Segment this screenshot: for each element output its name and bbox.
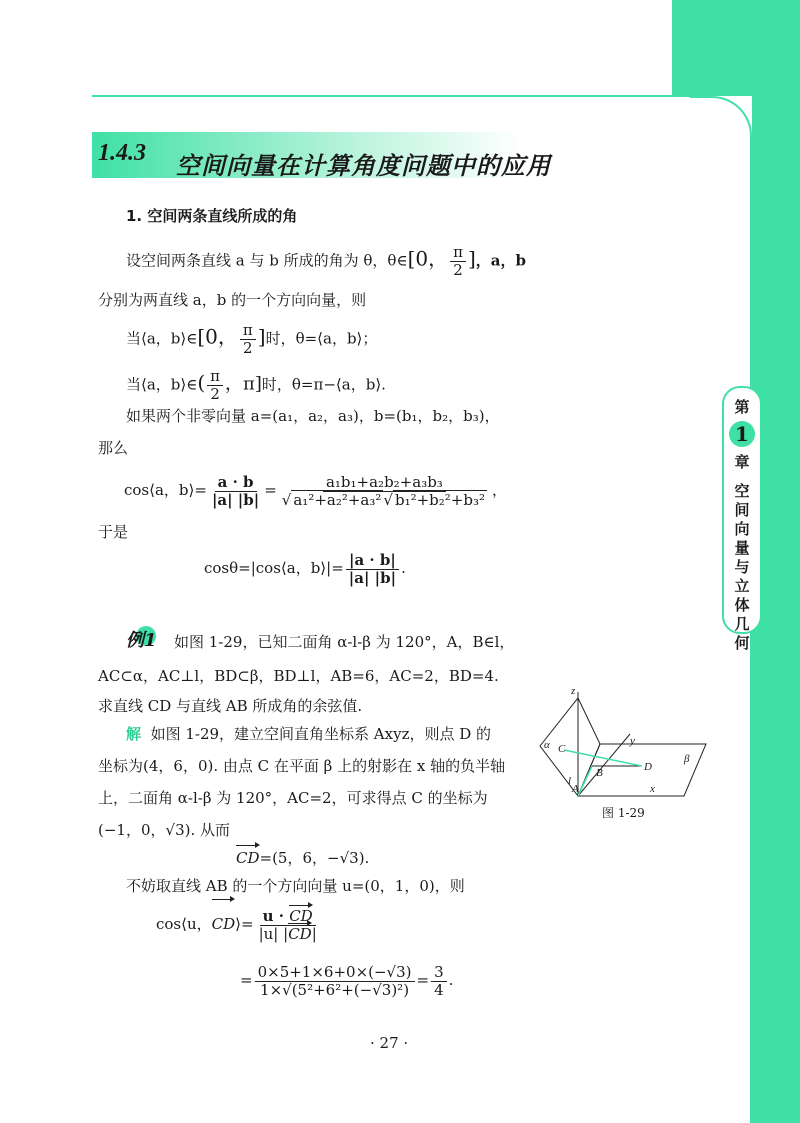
label-x: x — [650, 783, 655, 795]
yushi: 于是 — [98, 523, 129, 541]
para2-line1: 如果两个非零向量 a=(a₁，a₂，a₃)，b=(b₁，b₂，b₃)， — [126, 407, 500, 425]
case2: 当⟨a，b⟩∈( $\frac{\pi}{2}$ ，π]时，θ=π−⟨a，b⟩. — [126, 367, 386, 403]
segment-ab — [578, 766, 592, 796]
figure-caption: 图 1-29 — [602, 806, 645, 820]
chapter-number-badge — [729, 421, 755, 447]
chapter-suffix: 章 — [734, 453, 750, 471]
segment-cd — [564, 750, 642, 766]
example-line1: 如图 1-29，已知二面角 α-l-β 为 120°，A，B∈l， — [174, 633, 515, 651]
label-d: D — [644, 761, 652, 773]
formula-theta: cosθ=|cos⟨a，b⟩|= $\frac{|a \cdot b|}{|a| |b|}$ . — [204, 550, 406, 587]
y-axis — [578, 734, 630, 796]
chapter-number: 1 — [735, 422, 749, 446]
example-line2: AC⊂α，AC⊥l，BD⊂β，BD⊥l，AB=6，AC=2，BD=4. — [98, 667, 499, 685]
label-c: C — [558, 743, 566, 755]
label-a: A — [572, 783, 579, 795]
solution-label: 解 — [126, 725, 142, 743]
para1-line2: 分别为两直线 a，b 的一个方向向量，则 — [98, 291, 367, 309]
pi-over-2: $\frac{\pi}{2}$ — [450, 244, 466, 279]
para1-line1: 设空间两条直线 a 与 b 所成的角为 θ，θ∈[0， $\frac{\pi}{2}$ ]，a，b — [126, 243, 526, 279]
solution-line1: 解 如图 1-29，建立空间直角坐标系 Axyz，则点 D 的 — [126, 725, 492, 743]
example-line3: 求直线 CD 与直线 AB 所成角的余弦值. — [98, 697, 363, 715]
figure-1-29 — [530, 684, 710, 804]
solution-line3: 上，二面角 α-l-β 为 120°，AC=2，可求得点 C 的坐标为 — [98, 789, 488, 807]
chapter-side-tab — [722, 386, 762, 652]
cos-u-cd: cos⟨u，CD⟩= $\frac{u \cdot CD}{|u| |CD|}$ — [156, 902, 322, 946]
label-beta: β — [684, 753, 690, 765]
label-z: z — [571, 685, 576, 697]
dihedral-angle-diagram — [530, 684, 710, 804]
page-number: · 27 · — [370, 1034, 409, 1052]
example-label: 例1 — [126, 626, 157, 652]
label-alpha: α — [544, 739, 550, 751]
top-right-green-block — [672, 0, 800, 96]
chapter-prefix: 第 — [734, 398, 750, 416]
label-y: y — [630, 735, 635, 747]
final-calc: = $\frac{0\times 5+1\times 6+0\times(-√3)}{\text{1×√(5²+6²+(−√3)²)}}$ = $\frac{3}{4}$ . — [240, 962, 454, 999]
solution-line4: (−1，0，√3). 从而 — [98, 821, 230, 839]
subheading: 1. 空间两条直线所成的角 — [126, 207, 298, 225]
chapter-title: 空间向量与立体几何 — [734, 482, 750, 652]
case1: 当⟨a，b⟩∈[0， $\frac{\pi}{2}$ ]时，θ=⟨a，b⟩； — [126, 321, 378, 357]
header-rule — [92, 95, 704, 97]
label-b: B — [596, 767, 603, 779]
para2-line2: 那么 — [98, 439, 129, 457]
solution-line2: 坐标为(4，6，0). 由点 C 在平面 β 上的射影在 x 轴的负半轴 — [98, 757, 506, 775]
section-number: 1.4.3 — [98, 140, 146, 166]
cd-vector-line: CD=(5，6，−√3). — [236, 849, 370, 867]
solution-line6: 不妨取直线 AB 的一个方向向量 u=(0，1，0)，则 — [126, 877, 465, 895]
formula-cos: cos⟨a，b⟩= $\frac{a \cdot b}{|a| |b|}$ = $\frac{\text{a₁b₁+a₂b₂+a₃b₃}}{\text{√ a₁²+a₂²+a₃² √ b₁²+b₂²+b₃²}}$ ， — [124, 472, 508, 509]
label-l: l — [568, 775, 572, 787]
section-title: 空间向量在计算角度问题中的应用 — [176, 151, 551, 180]
content-panel-corner — [690, 96, 752, 156]
